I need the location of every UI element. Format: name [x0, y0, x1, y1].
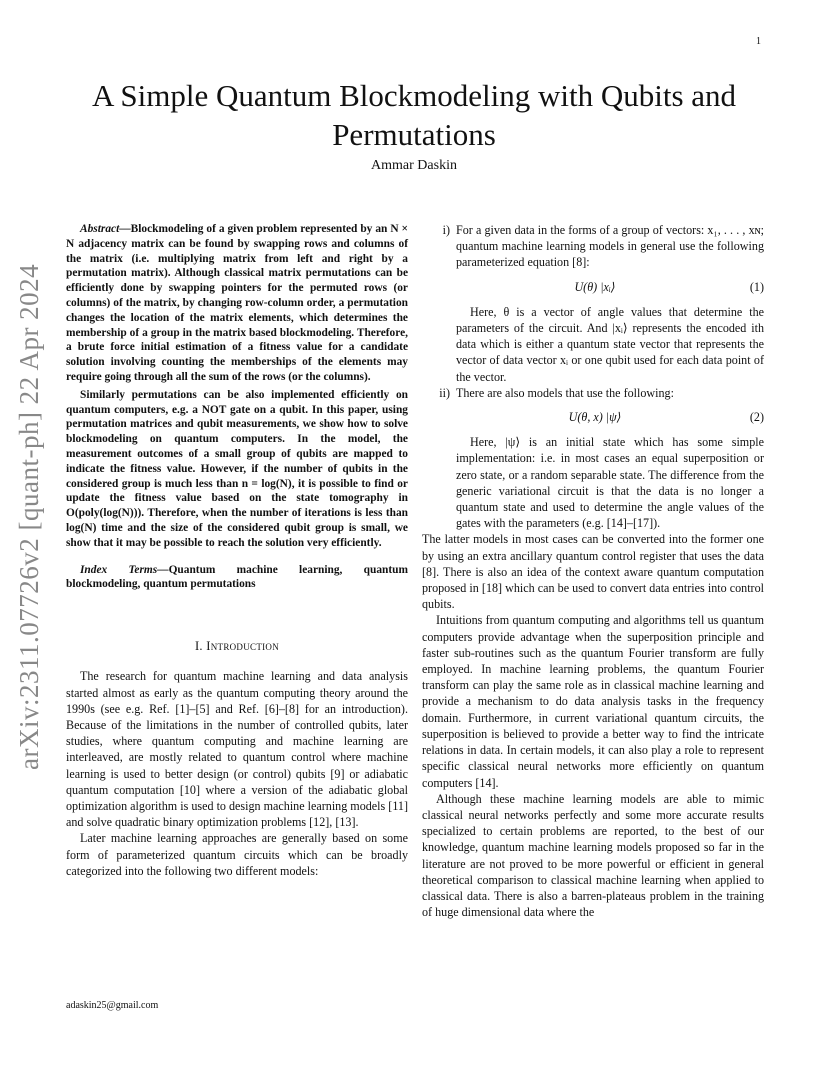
equation-1-number: (1) — [749, 279, 764, 294]
abstract-paragraph-2: Similarly permutations can be also implemented efficiently on quantum computers, e.g. a NOT gate on a qubit. In this paper, using permutation matrices and qubit measurements, we show how to solve blockmodeling on quantum computers. In the model, the measurement outcomes of a small group of qubits are mapped to indicate the fitness value. However, if the number of qubits in the considered group is much less than n = log(N), it is possible to find or update the fitness value based on the state tomography in O(poly(log(N))). Therefore, when the number of iterations is less than log(N) time and the size of the considered qubit group is small, we show that it may be possible to reach the solution very efficiently. — [66, 388, 408, 549]
item2-explanation: Here, |ψ⟩ is an initial state which has some simple implementation: i.e. in most cases an equal superposition or zero state, or a random separable state. The difference from the generic variational circuit is that the data is no longer a quantum state and used to determine the angle values of the gates with the parameters (e.g. [14]–[17]). — [456, 435, 764, 531]
right-paragraph-2: Intuitions from quantum computing and algorithms tell us quantum computers provide advantage when the superposition principle and faster sub-routines such as the quantum Fourier transform are fully employed. In machine learning problems, the quantum Fourier transform can play the same role as in classical machine learning and provide a mechanism to do data analysis tasks in the frequency domain. Furthermore, in current variational quantum circuits, the superposition is believed to provide a better way to find the intricate relations in data. In certain models, it can also play a role to represent specific classical neural networks more efficiently on quantum computers [14]. — [422, 613, 764, 790]
item1-explanation: Here, θ is a vector of angle values that determine the parameters of the circuit. And |xᵢ⟩ represents the encoded ith data which is either a quantum state vector that represents the vector of data vector xᵢ or one qubit used for each data point of the vector. — [456, 304, 764, 384]
list-item-i — [422, 222, 764, 385]
author-name: Ammar Daskin — [371, 158, 457, 173]
index-terms-label: Index Terms — [80, 563, 158, 576]
item2-text: There are also models that use the following: — [456, 385, 674, 400]
abstract-label: Abstract — [80, 223, 120, 235]
equation-2-number: (2) — [749, 410, 764, 425]
arxiv-identifier: arXiv:2311.07726v2 [quant-ph] 22 Apr 2024 — [14, 263, 44, 770]
index-terms-text: —Quantum machine learning, quantum blockmodeling, quantum permutations — [66, 563, 408, 591]
abstract-paragraph-1 — [66, 222, 408, 385]
equation-2 — [456, 409, 764, 425]
page-number: 1 — [756, 36, 761, 47]
item1-text: For a given data in the forms of a group of vectors: x₁, . . . , xɴ; quantum machine learning models in general use the following parameterized equation [8]: — [456, 223, 764, 270]
footnote-email: adaskin25@gmail.com — [66, 1000, 159, 1011]
right-paragraph-1: The latter models in most cases can be converted into the former one by using an extra ancillary quantum control register that uses the data [8]. There is also an idea of the context aware quantum computation proposed in [18] which can be used to convert data entries into control qubits. — [422, 532, 764, 612]
equation-1-formula: U(θ) |xᵢ⟩ — [574, 279, 616, 294]
paper-title: A Simple Quantum Blockmodeling with Qubits and Permutations — [91, 78, 737, 152]
intro-paragraph-2: Later machine learning approaches are generally based on some form of parameterized quantum circuits which can be broadly categorized into the following two different models: — [66, 831, 408, 878]
list-label-i: i) — [442, 223, 450, 237]
section-heading: I. Introduction — [194, 639, 280, 654]
left-column — [66, 222, 408, 879]
list-label-ii: ii) — [439, 385, 450, 400]
right-column — [422, 222, 764, 920]
right-paragraph-3: Although these machine learning models are able to mimic classical neural networks perfectly and some more accurate results specialized to certain problems are reported, to the best of our knowledge, quantum machine learning models proposed so far in the literature are not proved to be more powerful or efficient in general theoretical comparison to classical machine learning when applied to classical data. There is also a barren-plateaus problem in the training of huge dimensional data where the — [422, 791, 764, 920]
list-item-ii — [422, 385, 764, 532]
list-body-ii — [456, 385, 764, 532]
equation-1 — [456, 279, 764, 295]
equation-2-formula: U(θ, x) |ψ⟩ — [568, 410, 622, 425]
index-terms — [66, 563, 408, 593]
intro-paragraph-1: The research for quantum machine learning and data analysis started almost as early as the quantum computing theory around the 1990s (see e.g. Ref. [1]–[5] and Ref. [6]–[8] for an introduction). Because of the limitations in the number of controlled qubits, later studies, where quantum computing and machine learning are interleaved, are mostly related to quantum control where machine learning is used to better design (or control) qubits [9] or adiabatic quantum computation [10] where a version of the adiabatic global optimization algorithm is used to design machine learning models [11] and solve quadratic binary optimization problems [12], [13]. — [66, 669, 408, 830]
abstract-text-1: —Blockmodeling of a given problem represented by an N × N adjacency matrix can be found by swapping rows and columns of the matrix (i.e. multiplying matrix from left and right by a permutation matrix). Although classical matrix permutations can be efficiently done by swapping pointers for the permuted rows (or columns) of the matrix, by changing row-column order, a permutation changes the location of the matrix elements, which determines the membership of a group in the matrix based blockmodeling. Therefore, a brute force initial estimation of a fitness value for a candidate solution involving counting the memberships of the elements may require going through all the sum of the rows (or the columns). — [66, 223, 408, 383]
list-body-i — [456, 222, 764, 385]
